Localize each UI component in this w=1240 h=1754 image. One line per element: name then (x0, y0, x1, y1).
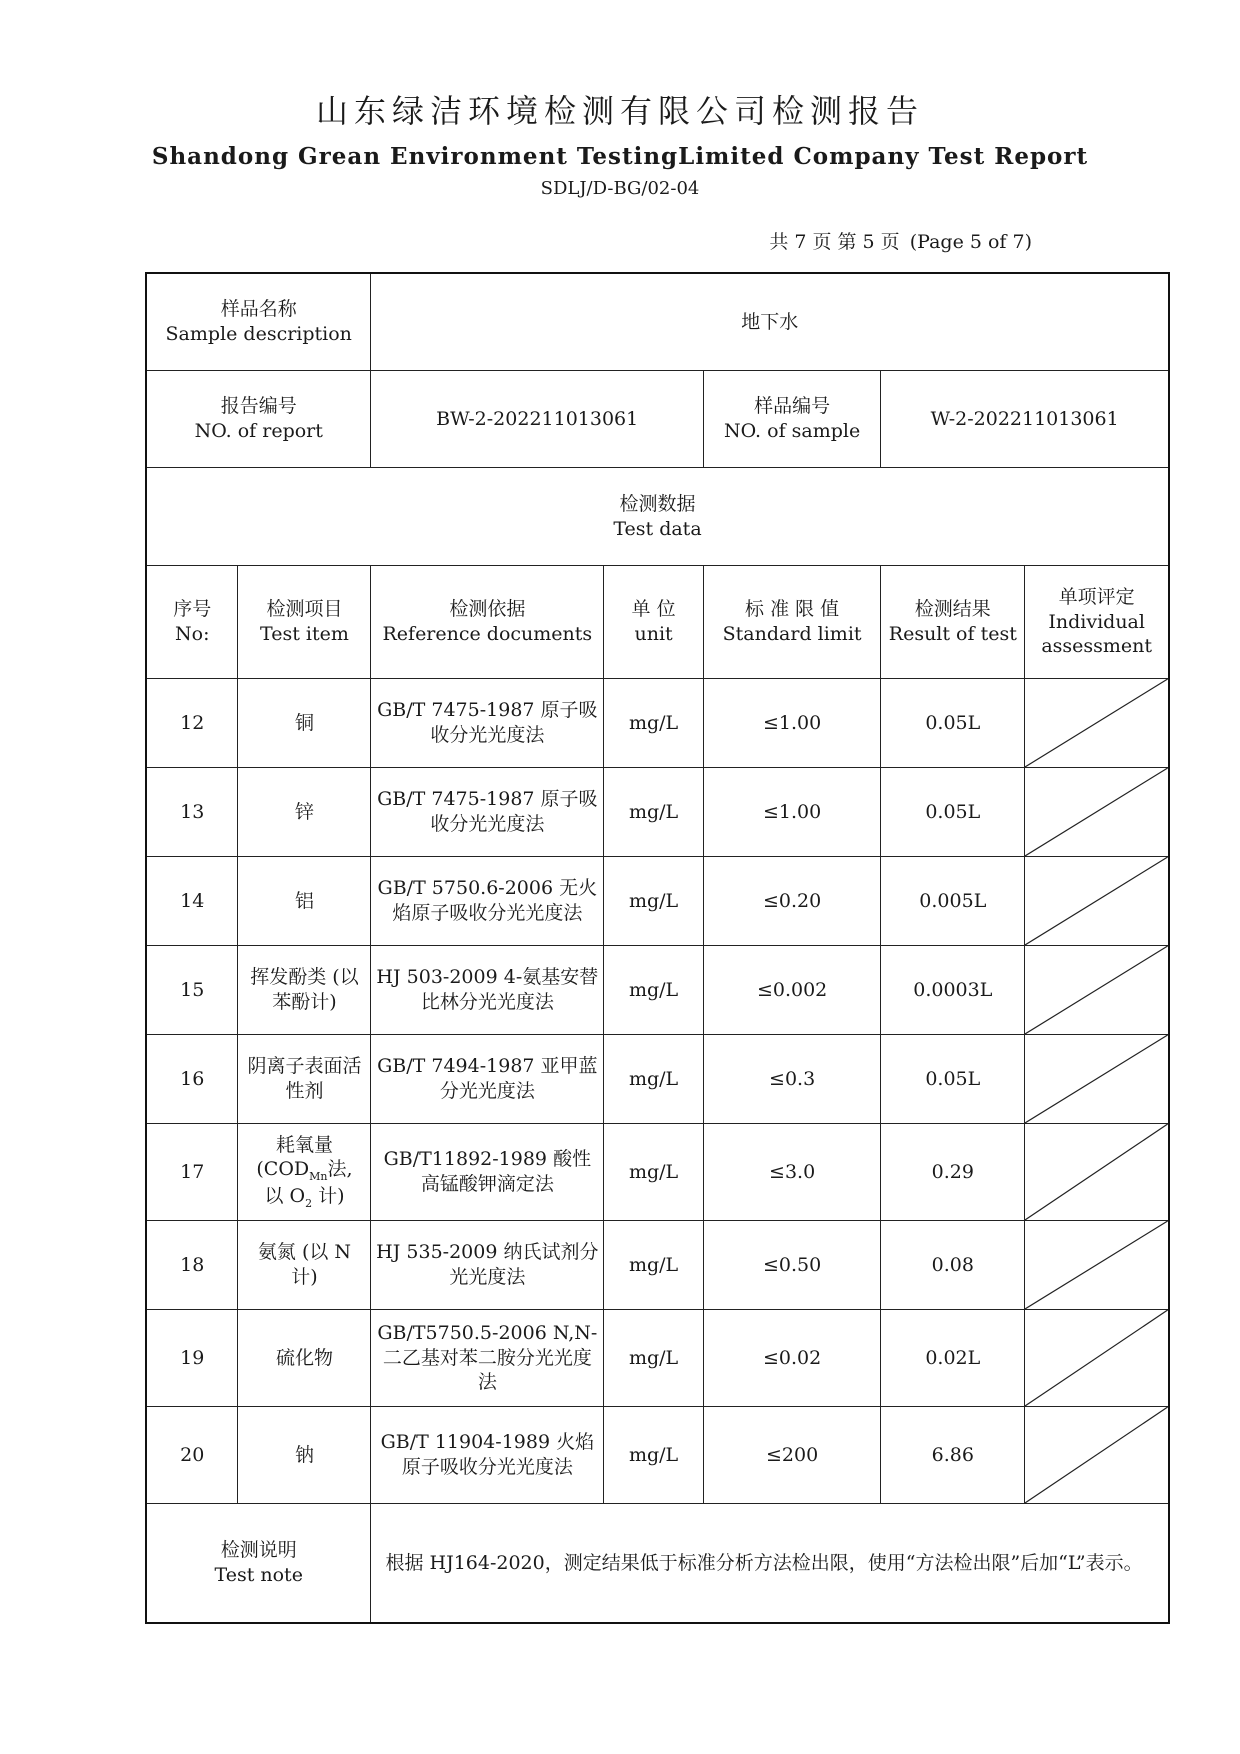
col-assess-cn: 单项评定 (1058, 585, 1135, 608)
col-no-cn: 序号 (173, 598, 212, 621)
row-result: 0.02L (881, 1310, 1025, 1407)
row-limit: ≤1.00 (703, 679, 880, 768)
o2-prefix: 以 O (264, 1185, 306, 1208)
cod-subscript: Mn (309, 1170, 328, 1184)
row-reference: GB/T5750.5-2006 N,N-二乙基对苯二胺分光光度法 (371, 1310, 604, 1407)
row-result: 6.86 (881, 1407, 1025, 1504)
test-data-section-title (146, 468, 1169, 566)
row-limit: ≤200 (703, 1407, 880, 1504)
sample-description-label (146, 273, 371, 371)
report-title-en: Shandong Grean Environment TestingLimited Company Test Report (151, 143, 1089, 170)
col-item-en: Test item (260, 623, 349, 645)
row-no: 20 (146, 1407, 238, 1504)
table-row (146, 1035, 1169, 1124)
row-result: 0.05L (881, 768, 1025, 857)
column-header-limit (703, 566, 880, 679)
row-item: 挥发酚类 (以苯酚计) (238, 946, 371, 1035)
row-item: 铝 (238, 857, 371, 946)
row-reference: GB/T 5750.6-2006 无火焰原子吸收分光光度法 (371, 857, 604, 946)
column-header-no (146, 566, 238, 679)
row-unit: mg/L (604, 679, 704, 768)
table-row (146, 768, 1169, 857)
row-no: 12 (146, 679, 238, 768)
row-no: 13 (146, 768, 238, 857)
row-limit: ≤0.50 (703, 1221, 880, 1310)
document-code: SDLJ/D-BG/02-04 (540, 178, 700, 199)
note-label-en: Test note (214, 1564, 303, 1586)
col-ref-cn: 检测依据 (449, 598, 526, 621)
table-row (146, 1221, 1169, 1310)
section-title-en: Test data (613, 517, 702, 540)
assessment-slash (1025, 1310, 1169, 1407)
row-unit: mg/L (604, 1124, 704, 1221)
report-label-en: NO. of report (194, 420, 323, 442)
row-limit: ≤1.00 (703, 768, 880, 857)
section-title-cn: 检测数据 (619, 492, 696, 515)
assessment-slash (1025, 1124, 1169, 1221)
col-result-cn: 检测结果 (914, 598, 991, 621)
test-report-table (145, 272, 1170, 1624)
table-row (146, 946, 1169, 1035)
column-header-row (146, 566, 1169, 679)
row-result: 0.05L (881, 1035, 1025, 1124)
assessment-slash (1025, 946, 1169, 1035)
col-limit-cn: 标 准 限 值 (745, 598, 840, 621)
table-row (146, 1407, 1169, 1504)
col-unit-en: unit (634, 623, 673, 645)
row-reference: GB/T 11904-1989 火焰原子吸收分光光度法 (371, 1407, 604, 1504)
test-note-row (146, 1504, 1169, 1624)
row-item: 铜 (238, 679, 371, 768)
sample-no-label-en: NO. of sample (723, 420, 861, 442)
col-assess-en: Individual assessment (1041, 610, 1153, 658)
report-title-cn: 山东绿洁环境检测有限公司检测报告 (315, 92, 924, 130)
row-limit: ≤0.20 (703, 857, 880, 946)
row-reference: GB/T11892-1989 酸性高锰酸钾滴定法 (371, 1124, 604, 1221)
row-item (238, 1124, 371, 1221)
table-row (146, 679, 1169, 768)
row-reference: HJ 535-2009 纳氏试剂分光光度法 (371, 1221, 604, 1310)
row-result: 0.0003L (881, 946, 1025, 1035)
row-no: 14 (146, 857, 238, 946)
col-limit-en: Standard limit (722, 623, 862, 645)
page-indicator-en: (Page 5 of 7) (909, 231, 1032, 253)
sample-no-label-cn: 样品编号 (754, 395, 831, 418)
col-no-en: No: (175, 623, 210, 645)
row-unit: mg/L (604, 1407, 704, 1504)
row-no: 15 (146, 946, 238, 1035)
assessment-slash (1025, 1407, 1169, 1504)
row-limit: ≤0.3 (703, 1035, 880, 1124)
row-reference: GB/T 7494-1987 亚甲蓝分光光度法 (371, 1035, 604, 1124)
row-limit: ≤0.02 (703, 1310, 880, 1407)
row-item-main: 耗氧量 (275, 1133, 333, 1156)
sample-description-row (146, 273, 1169, 371)
col-unit-cn: 单 位 (631, 598, 676, 621)
col-ref-en: Reference documents (382, 623, 593, 645)
report-number-value: BW-2-202211013061 (371, 371, 703, 468)
row-item-note-1 (242, 1157, 366, 1184)
note-label-cn: 检测说明 (220, 1539, 297, 1562)
page-indicator (765, 227, 1032, 254)
row-reference: GB/T 7475-1987 原子吸收分光光度法 (371, 679, 604, 768)
cod-suffix: 法, (327, 1158, 353, 1181)
row-unit: mg/L (604, 768, 704, 857)
row-item-note-2 (242, 1184, 366, 1211)
report-number-row (146, 371, 1169, 468)
report-label-cn: 报告编号 (220, 395, 297, 418)
row-reference: HJ 503-2009 4-氨基安替比林分光光度法 (371, 946, 604, 1035)
column-header-assessment (1025, 566, 1169, 679)
assessment-slash (1025, 1035, 1169, 1124)
row-no: 19 (146, 1310, 238, 1407)
row-limit: ≤0.002 (703, 946, 880, 1035)
assessment-slash (1025, 679, 1169, 768)
table-row (146, 1310, 1169, 1407)
row-unit: mg/L (604, 1035, 704, 1124)
sample-number-value: W-2-202211013061 (881, 371, 1169, 468)
column-header-unit (604, 566, 704, 679)
sample-number-label (703, 371, 880, 468)
sample-description-value: 地下水 (371, 273, 1169, 371)
row-unit: mg/L (604, 1310, 704, 1407)
test-note-text: 根据 HJ164-2020，测定结果低于标准分析方法检出限，使用“方法检出限”后加“L”表示。 (371, 1504, 1169, 1624)
cod-prefix: (COD (256, 1158, 310, 1181)
column-header-reference (371, 566, 604, 679)
assessment-slash (1025, 1221, 1169, 1310)
sample-label-en: Sample description (165, 323, 352, 345)
row-unit: mg/L (604, 857, 704, 946)
page-indicator-cn: 共 7 页 第 5 页 (769, 231, 900, 253)
sample-label-cn: 样品名称 (220, 298, 297, 321)
row-result: 0.005L (881, 857, 1025, 946)
test-note-label (146, 1504, 371, 1624)
row-item: 钠 (238, 1407, 371, 1504)
row-item: 锌 (238, 768, 371, 857)
row-unit: mg/L (604, 946, 704, 1035)
table-row (146, 857, 1169, 946)
row-result: 0.08 (881, 1221, 1025, 1310)
col-result-en: Result of test (888, 623, 1017, 645)
report-number-label (146, 371, 371, 468)
row-limit: ≤3.0 (703, 1124, 880, 1221)
row-item: 硫化物 (238, 1310, 371, 1407)
test-data-section-row (146, 468, 1169, 566)
column-header-item (238, 566, 371, 679)
row-reference: GB/T 7475-1987 原子吸收分光光度法 (371, 768, 604, 857)
table-row (146, 1124, 1169, 1221)
row-no: 17 (146, 1124, 238, 1221)
row-no: 18 (146, 1221, 238, 1310)
assessment-slash (1025, 857, 1169, 946)
col-item-cn: 检测项目 (266, 598, 343, 621)
column-header-result (881, 566, 1025, 679)
row-result: 0.05L (881, 679, 1025, 768)
o2-suffix: 计) (312, 1185, 345, 1208)
assessment-slash (1025, 768, 1169, 857)
row-item: 氨氮 (以 N 计) (238, 1221, 371, 1310)
row-result: 0.29 (881, 1124, 1025, 1221)
o2-subscript: 2 (305, 1197, 313, 1211)
row-unit: mg/L (604, 1221, 704, 1310)
row-item: 阴离子表面活性剂 (238, 1035, 371, 1124)
row-no: 16 (146, 1035, 238, 1124)
